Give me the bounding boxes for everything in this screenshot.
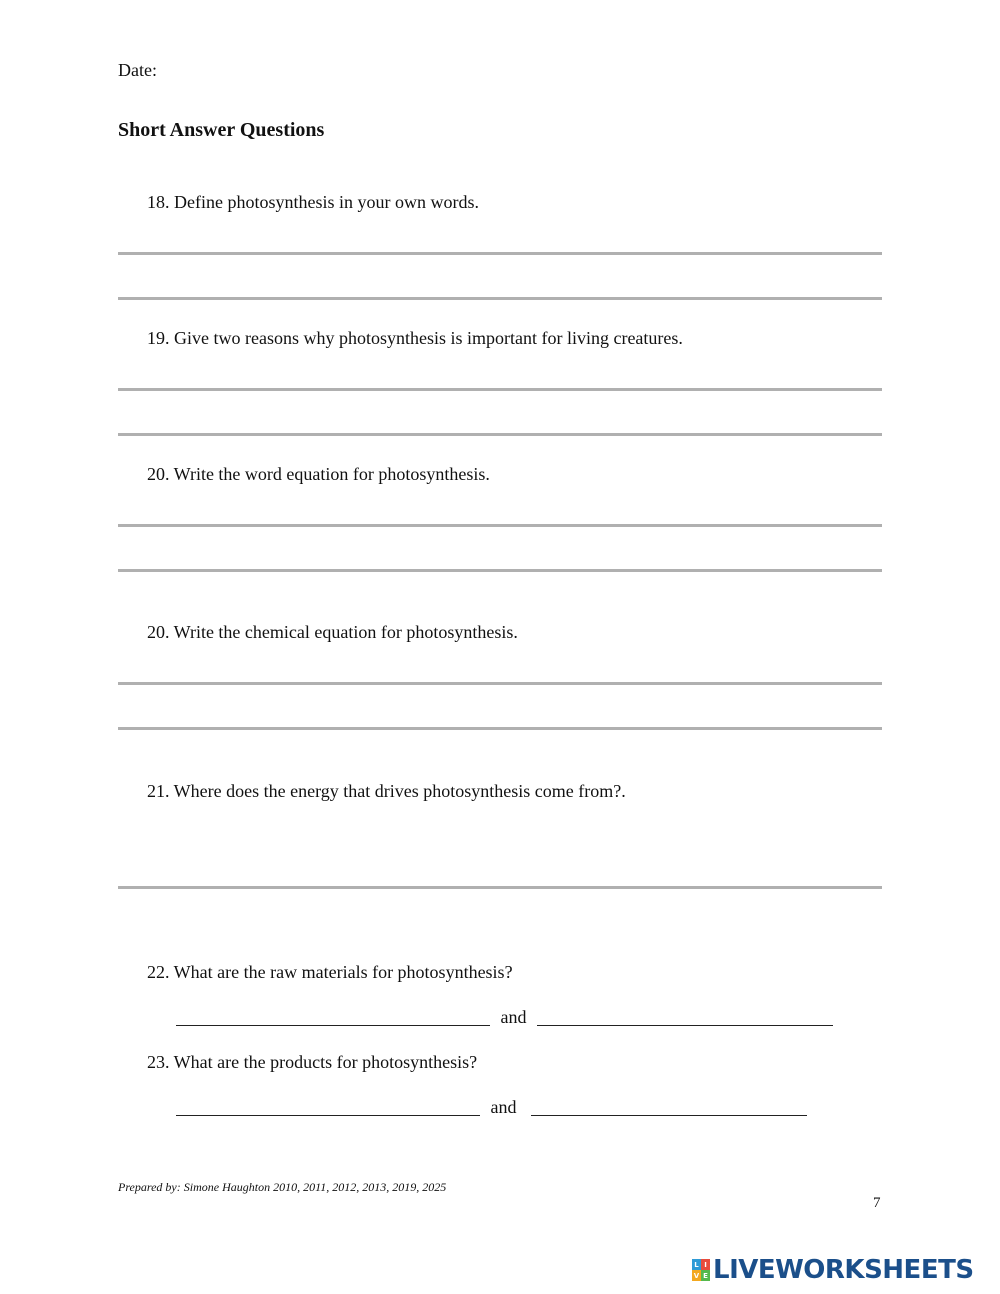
answer-line[interactable] <box>118 727 882 730</box>
answer-blank[interactable] <box>537 1007 833 1026</box>
and-connector: and <box>500 1007 527 1027</box>
products-answer-row <box>176 1097 807 1118</box>
answer-blank[interactable] <box>176 1007 490 1026</box>
prepared-by-footer: Prepared by: Simone Haughton 2010, 2011, 2012, 2013, 2019, 2025 <box>118 1180 447 1194</box>
answer-line[interactable] <box>118 297 882 300</box>
question-22: 22. What are the raw materials for photosynthesis? <box>147 962 513 982</box>
liveworksheets-logo <box>692 1257 974 1283</box>
question-20-chemical: 20. Write the chemical equation for photosynthesis. <box>147 622 518 642</box>
answer-line[interactable] <box>118 682 882 685</box>
answer-blank[interactable] <box>531 1097 807 1116</box>
and-connector: and <box>490 1097 517 1117</box>
answer-line[interactable] <box>118 569 882 572</box>
question-21: 21. Where does the energy that drives photosynthesis come from?. <box>147 781 626 801</box>
question-19: 19. Give two reasons why photosynthesis is important for living creatures. <box>147 328 683 348</box>
question-23: 23. What are the products for photosynthesis? <box>147 1052 478 1072</box>
date-label: Date: <box>118 60 157 80</box>
answer-line[interactable] <box>118 252 882 255</box>
page-number: 7 <box>873 1195 881 1211</box>
answer-line[interactable] <box>118 388 882 391</box>
question-18: 18. Define photosynthesis in your own words. <box>147 192 479 212</box>
page-title: Short Answer Questions <box>118 119 325 141</box>
answer-line[interactable] <box>118 886 882 889</box>
raw-materials-answer-row <box>176 1007 833 1028</box>
answer-line[interactable] <box>118 433 882 436</box>
answer-blank[interactable] <box>176 1097 480 1116</box>
question-20-word: 20. Write the word equation for photosynthesis. <box>147 464 490 484</box>
logo-text: LIVEWORKSHEETS <box>713 1255 974 1285</box>
answer-line[interactable] <box>118 524 882 527</box>
logo-mark-icon: L I V E <box>692 1259 710 1281</box>
